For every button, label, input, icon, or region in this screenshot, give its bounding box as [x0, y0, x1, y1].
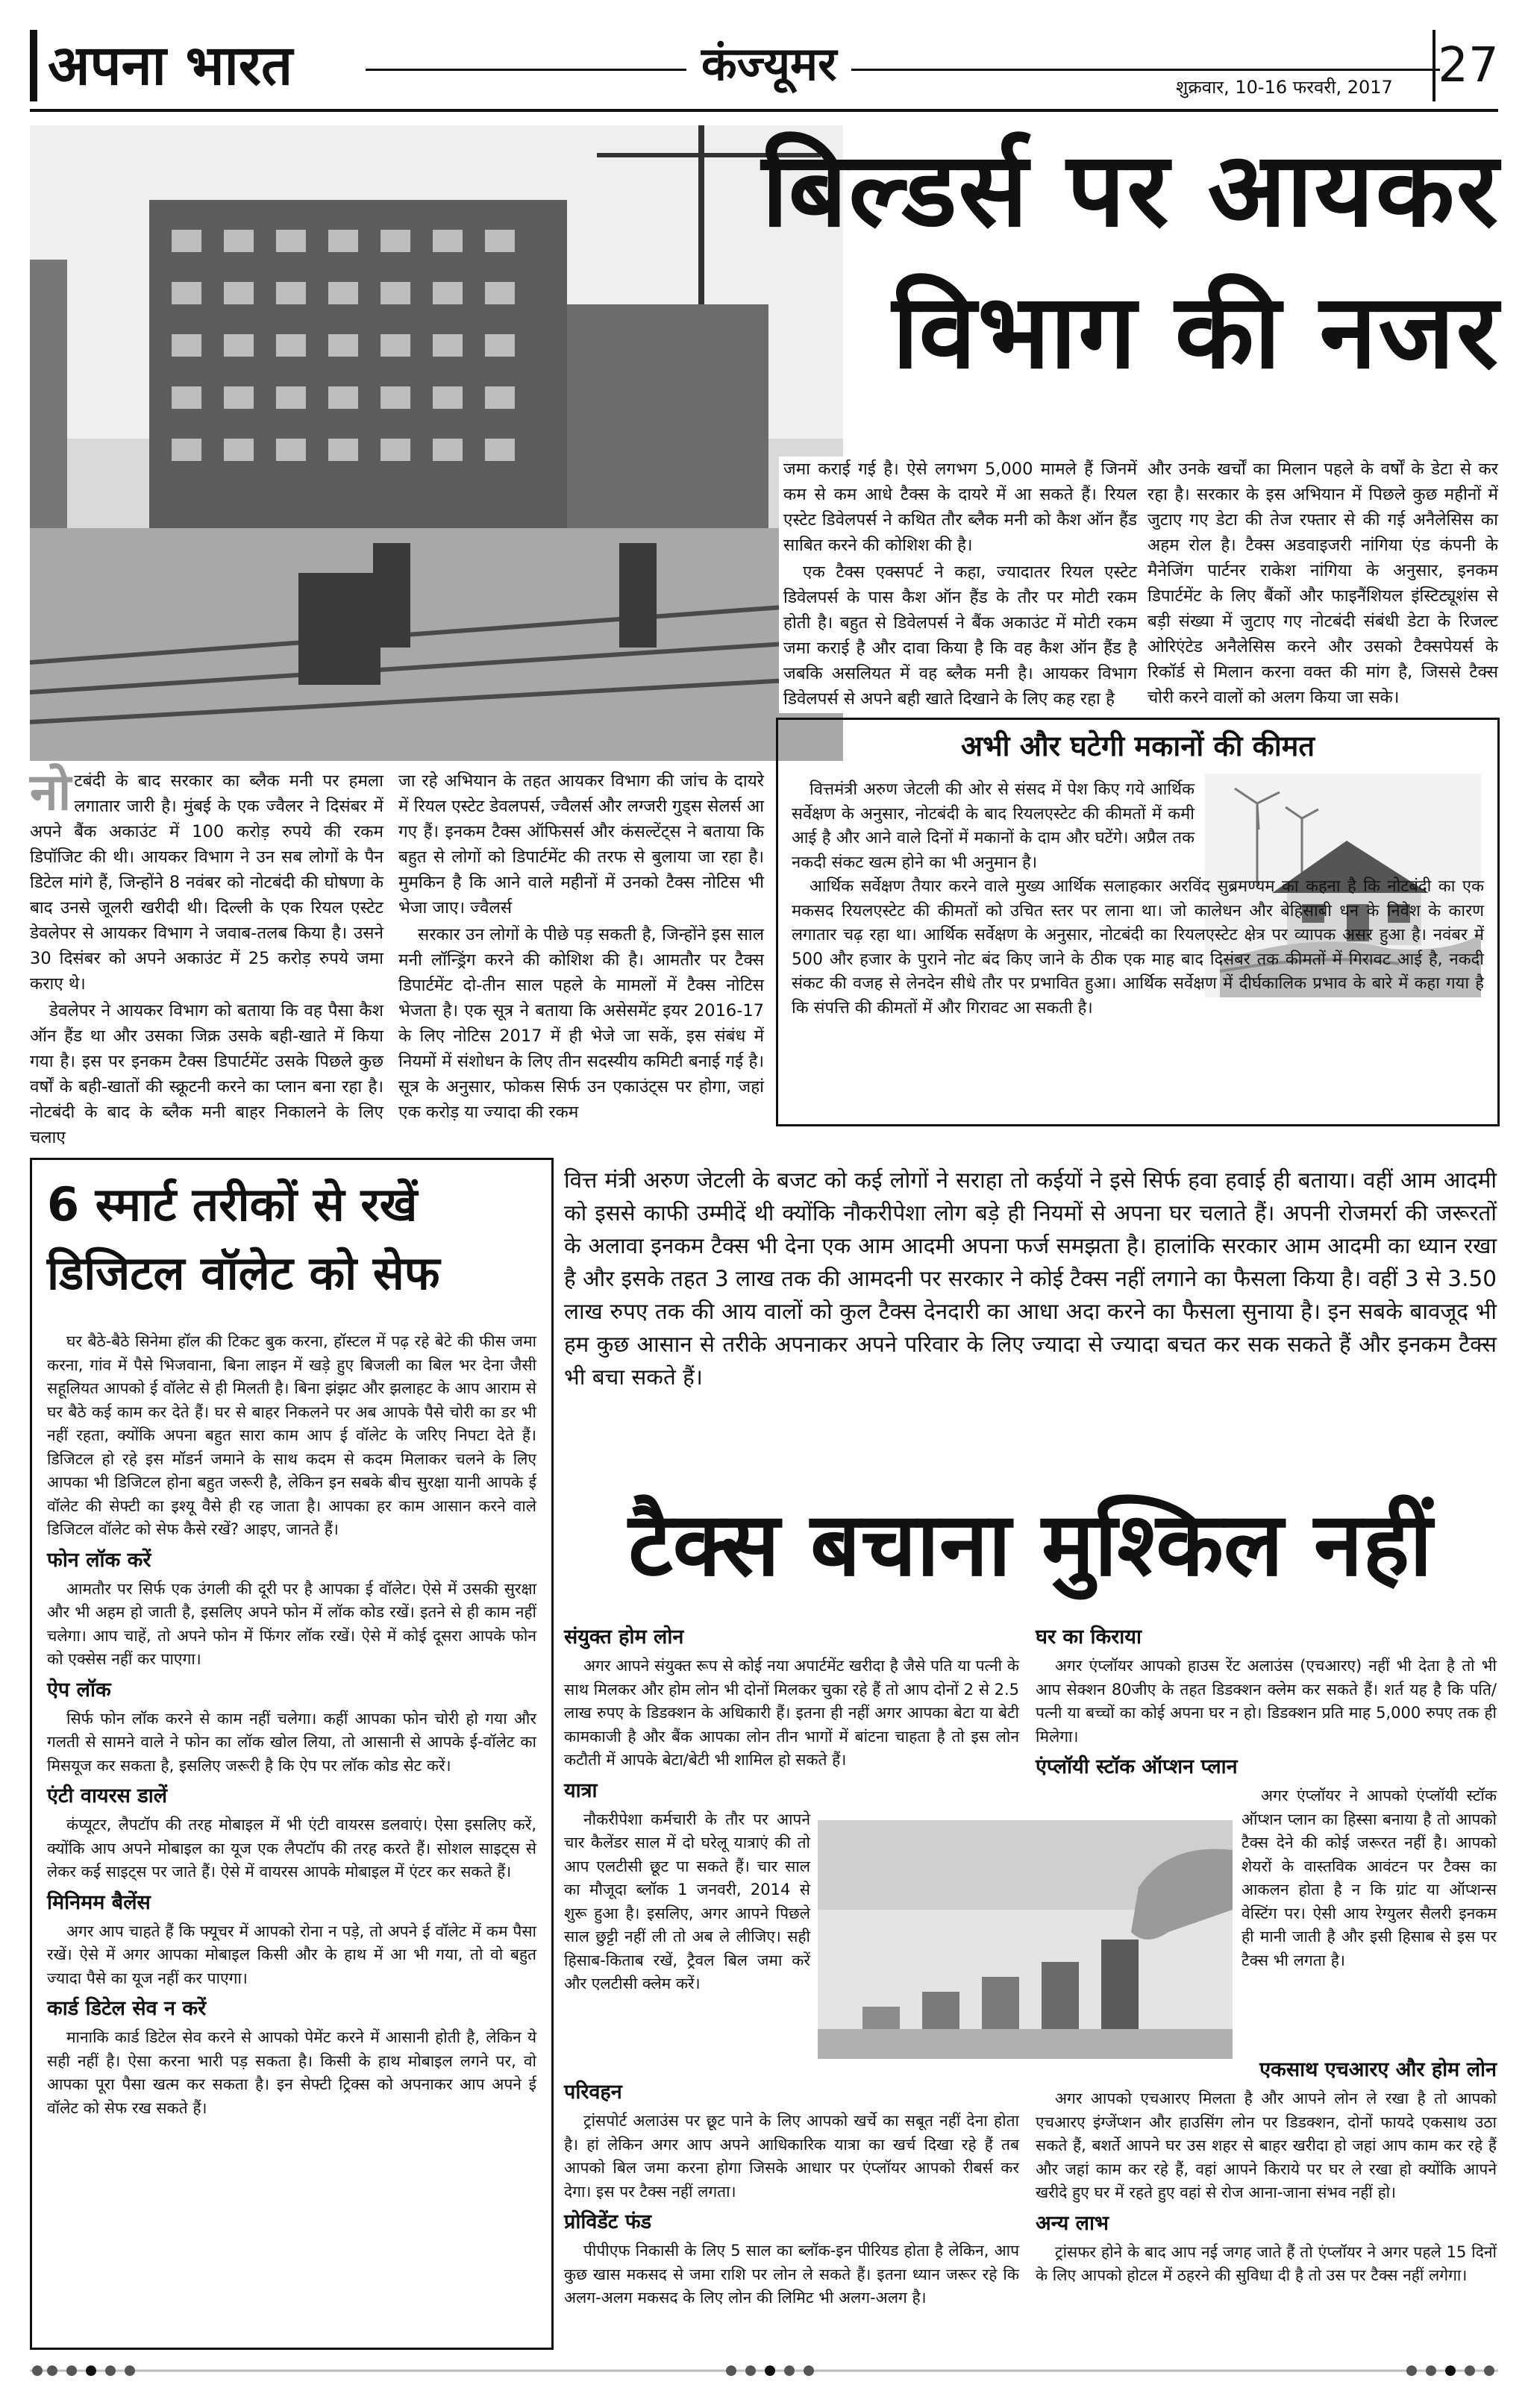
tax-text-hra-home-loan: अगर आपको एचआरए मिलता है और आपने लोन ले रखा है तो आपको एचआरए इंग्जेंप्शन और हाउसिंग लोन पर डिडक्शन, दोनों फायदे एकसाथ उठा सकते हैं, बशर्ते आपने घर उस शहर से बाहर खरीदा हो जहां आप काम कर रहे हैं और जहां काम कर रहे हैं, वहां आपने किराये पर घर ले रखा हो क्योंकि आपने खरीदे हुए घर में रहते हुए वहां से रोज आना-जाना संभव नहीं हो। [1036, 2089, 1497, 2201]
house-prices-box [776, 718, 1500, 1126]
story1-headline-line1: बिल्डर्स पर आयकर [761, 130, 1500, 250]
tax-heading-esop: एंप्लॉयी स्टॉक ऑप्शन प्लान [1036, 1755, 1238, 1778]
tax-heading-travel: यात्रा [564, 1778, 598, 1802]
story1-col2-para2: सरकार उन लोगों के पीछे पड़ सकती है, जिन्होंने इस साल मनी लॉन्ड्रिंग करने की कोशिश की है। आमतौर पर टैक्स डिपार्टमेंट दो-तीन साल पहले के मामलों में टैक्स नोटिस भेजता है। एक सूत्र ने बताया कि असेसमेंट इयर 2016-17 के लिए नोटिस 2017 में ही भेजे जा सकें, इस संबंध में नियमों में संशोधन के लिए तीन सदस्यीय कमिटी बनाई गई है। सूत्र के अनुसार, फोकस सिर्फ उन एकाउंट्स पर होगा, जहां एक करोड़ या ज्यादा की रकम [398, 925, 764, 1122]
wallet-heading-minimum-balance: मिनिमम बैलेंस [47, 1890, 151, 1914]
tax-headline: टैक्स बचाना मुश्किल नहीं [628, 1493, 1432, 1596]
masthead [30, 27, 1498, 112]
story1-col1-para2: डेवलेपर ने आयकर विभाग को बताया कि वह पैसा कैश ऑन हैंड था और उसका जिक्र उसके बही-खाते में किया गया है। इस पर इनकम टैक्स डिपार्टमेंट उसके पिछले कुछ वर्षों के बही-खातों की स्क्रूटनी करने का प्लान बना रहा है। नोटबंदी के बाद के ब्लैक मनी बाहर निकालने के लिए चलाए [30, 1001, 383, 1147]
tax-text-other-benefits: ट्रांसफर होने के बाद आप नई जगह जाते हैं तो एंप्लॉयर ने अगर पहले 15 दिनों के लिए आपको होटल में ठहरने की सुविधा दी है तो उस पर टैक्स नहीं लगेगा। [1036, 2242, 1497, 2284]
wallet-text-antivirus: कंप्यूटर, लैपटॉप की तरह मोबाइल में भी एंटी वायरस डलवाएं। ऐसा इसलिए करें, क्योंकि आप अपने मोबाइल का यूज एक लैपटॉप की तरह करते हैं। सोशल साइट्स से लेकर कई साइट्स पर जाते हैं। ऐसे में वायरस आपके मोबाइल में एंटर कर सकते हैं। [47, 1816, 536, 1881]
tax-text-house-rent: अगर एंप्लॉयर आपको हाउस रेंट अलाउंस (एचआरए) नहीं भी देता है तो भी आप सेक्शन 80जीए के तहत डिडक्शन क्लेम कर सकते हैं। शर्त यह है कि पति/पत्नी या बच्चों का कोई अपना घर न हो। डिडक्शन प्रति माह 5,000 रुपए तक ही मिलेगा। [1036, 1657, 1497, 1746]
tax-right-column [1036, 1619, 1497, 1974]
wallet-heading-antivirus: एंटी वायरस डालें [47, 1784, 168, 1807]
header-rule [366, 69, 1440, 71]
story1-headline [642, 119, 1500, 403]
page-number: 27 [1432, 30, 1501, 101]
wallet-text-minimum-balance: अगर आप चाहते हैं कि फ्यूचर में आपको रोना न पड़े, तो अपने ई वॉलेट में कम पैसा रखें। ऐसे में अगर आपका मोबाइल किसी और के हाथ में आ भी गया, तो वो बहुत ज्यादा पैसे का यूज नहीं कर पाएगा। [47, 1922, 536, 1987]
tax-intro: वित्त मंत्री अरुण जेटली के बजट को कई लोगों ने सराहा तो कईयों ने इसे सिर्फ हवा हवाई ही बताया। वहीं आम आदमी को इससे काफी उम्मीदें थी क्योंकि नौकरीपेशा लोग बड़े ही नियमों से अपना घर चलाते हैं। अपनी रोजमर्रा की जरूरतों के अलावा इनकम टैक्स भी देना एक आम आदमी अपना फर्ज समझता है। हालांकि सरकार आम आदमी का ध्यान रखा है और इसके तहत 3 लाख तक की आमदनी पर सरकार ने कोई टैक्स नहीं लगाने का फैसला किया है। वहीं 3 से 3.50 लाख रुपए तक की आय वालों को कुल टैक्स देनदारी का आधा अदा करने का फैसला सुनाया है। इन सबके बावजूद भी हम कुछ आसान से तरीके अपनाकर अपने परिवार के लिए ज्यादा से ज्यादा बचत कर सक सकते हैं और इनकम टैक्स भी बचा सकते हैं। [564, 1167, 1497, 1390]
footer-rule [30, 2365, 1498, 2377]
tax-text-transport: ट्रांसपोर्ट अलाउंस पर छूट पाने के लिए आपको खर्चे का सबूत नहीं देना होता है। हां लेकिन अगर आप अपने आधिकारिक यात्रा का खर्च दिखा रहे हैं तब आपको बिल जमा करना होगा जिसके आधार पर एंप्लॉयर आपको रीबर्स कर देगा। इस पर टैक्स नहीं लगता। [564, 2112, 1019, 2201]
section-name: कंज्यूमर [686, 27, 851, 101]
story1-col3-para1: जमा कराई गई है। ऐसे लगभग 5,000 मामले हैं जिनमें कम से कम आधे टैक्स के दायरे में आ सकते हैं। रियल एस्टेट डिवेलपर्स ने कथित तौर ब्लैक मनी को कैश ऑन हैंड साबित करने की कोशिश की है। [783, 460, 1137, 555]
footer-dots [30, 2365, 1498, 2377]
story1-column-4 [1147, 457, 1498, 712]
drop-cap: नो [30, 763, 72, 822]
wallet-box [30, 1158, 554, 2350]
issue-date: शुक्रवार, 10-16 फरवरी, 2017 [1171, 75, 1397, 100]
house-prices-text [792, 778, 1484, 1020]
tax-heading-other-benefits: अन्य लाभ [1036, 2211, 1109, 2235]
house-prices-title: अभी और घटेगी मकानों की कीमत [960, 730, 1315, 762]
tax-heading-hra-home-loan: एकसाथ एचआरए और होम लोन [1259, 2058, 1497, 2081]
wallet-text-phone-lock: आमतौर पर सिर्फ एक उंगली की दूरी पर है आपका ई वॉलेट। ऐसे में उसकी सुरक्षा और भी अहम हो जाती है, इसलिए अपने फोन में लॉक कोड रखें। इतने से ही काम नहीं चलेगा। आप चाहें, तो अपने फोन में फिंगर लॉक रखें। ऐसे में कोई दूसरा आपके फोन को एक्सेस नहीं कर पाएगा। [47, 1579, 536, 1668]
paper-name: अपना भारत [30, 30, 376, 101]
story1-col3-para2: एक टैक्स एक्सपर्ट ने कहा, ज्यादातर रियल एस्टेट डिवेलपर्स के पास कैश ऑन हैंड के तौर पर मोटी रकम होती है। बहुत से डिवेलपर्स ने बैंक अकाउंट में मोटी रकम जमा कराई है और दावा किया है कि वह कैश ऑन हैंड है जबकि असलियत में वह ब्लैक मनी है। आयकर विभाग डिवेलपर्स से अपने बही खाते दिखाने के लिए कह रहा है [783, 562, 1137, 709]
story1-headline-line2: विभाग की नजर [892, 272, 1500, 392]
wallet-text-app-lock: सिर्फ फोन लॉक करने से काम नहीं चलेगा। कहीं आपका फोन चोरी हो गया और गलती से सामने वाले ने फोन का लॉक खोल लिया, तो आसानी से आपके ई-वॉलेट का मिसयूज कर सकता है, इसलिए जरूरी है कि ऐप पर लॉक कोड सेट करें। [47, 1709, 536, 1775]
house-prices-para1: वित्तमंत्री अरुण जेटली की ओर से संसद में पेश किए गये आर्थिक सर्वेक्षण के अनुसार, नोटबंदी के बाद रियलएस्टेट की कीमतों में कमी आई है और आने वाले दिनों में मकानों के दाम और घटेंगे। अप्रैल तक नकदी संकट खत्म होने का भी अनुमान है। [792, 780, 1194, 872]
tax-text-travel: नौकरीपेशा कर्मचारी के तौर पर आपने चार कैलेंडर साल में दो घरेलू यात्राएं की तो आप एलटीसी छूट पा सकते हैं। चार साल का मौजूदा ब्लॉक 1 जनवरी, 2014 से शुरू हुआ है। इसलिए, अगर आपने पिछले साल छुट्टी नहीं ली तो अब ले लीजिए। सही हिसाब-किताब रखें, ट्रैवल बिल जमा करें और एलटीसी क्लेम करें। [564, 1810, 810, 1992]
wallet-heading-card-details: कार्ड डिटेल सेव न करें [47, 1997, 207, 2020]
wallet-headline-line2: डिजिटल वॉलेट को सेफ [47, 1246, 440, 1300]
wallet-headline-line1: 6 स्मार्ट तरीकों से रखें [47, 1177, 418, 1232]
wallet-intro: घर बैठे-बैठे सिनेमा हॉल की टिकट बुक करना, हॉस्टल में पढ़ रहे बेटे की फीस जमा करना, गांव में पैसे भिजवाना, बिना लाइन में खड़े हुए बिजली का बिल भर देना जैसी सहूलियत आपको ई वॉलेट से ही मिलती है। बिना झंझट और झलाहट के आप आराम से घर बैठे कई काम कर देते हैं। घर से बाहर निकलने पर अब आपके पैसे चोरी का डर भी नहीं रहता, क्योंकि अपना बहुत सारा काम आप ई वॉलेट के जरिए निपटा देते हैं। डिजिटल हो रहे इस मॉडर्न जमाने के साथ कदम से कदम मिलाकर चलने के लिए आपका भी डिजिटल होना बहुत जरूरी है, लेकिन इन सबके बीच सुरक्षा यानी आपके ई वॉलेट की सेफ्टी का इश्यू वैसे ही रह जाता है। आपका हर काम आसान करने वाले डिजिटल वॉलेट को सेफ कैसे रखें? आइए, जानते हैं। [47, 1332, 536, 1538]
house-prices-para2: आर्थिक सर्वेक्षण तैयार करने वाले मुख्य आर्थिक सलाहकार अरविंद सुब्रमण्यम का कहना है कि नोटबंदी का एक मकसद रियलएस्टेट की कीमतों को उचित स्तर पर लाना था। जो कालेधन और बेहिसाबी धन के निवेश के कारण लगातार चढ़ रहा था। आर्थिक सर्वेक्षण के अनुसार, नोटबंदी का रियलएस्टेट क्षेत्र पर व्यापक असर हुआ है। नवंबर में 500 और हजार के पुराने नोट बंद किए जाने के ठीक एक माह बाद दिसंबर तक कीमतों में गिरावट आई है, नकदी संकट की वजह से लेनदेन सीधे तौर पर प्रभावित हुआ। आर्थिक सर्वेक्षण में दीर्घकालिक प्रभाव के बारे में कहा गया है कि संपत्ति की कीमतों में और गिरावट आ सकती है। [792, 877, 1484, 1018]
wallet-text-card-details: मानाकि कार्ड डिटेल सेव करने से आपको पेमेंट करने में आसानी होती है, लेकिन ये सही नहीं है। ऐसा करना भारी पड़ सकता है। किसी के हाथ मोबाइल लगने पर, वो आपका पूरा पैसा खत्म कर सकता है। इन सेफ्टी ट्रिक्स को अपनाकर आप अपने ई वॉलेट को सेफ रख सकते हैं। [47, 2028, 536, 2117]
tax-heading-provident-fund: प्रोविडेंट फंड [564, 2210, 652, 2233]
story1-col1-para1: नोटबंदी के बाद सरकार का ब्लैक मनी पर हमला लगातार जारी है। मुंबई के एक ज्वैलर ने दिसंबर में अपने बैंक अकाउंट में 100 करोड़ रुपये की रकम डिपॉजिट की थी। आयकर विभाग ने उन सब लोगों के पैन डिटेल मांगे हैं, जिन्होंने 8 नवंबर को नोटबंदी की घोषणा के बाद उनसे जूलरी खरीदी थी। दिल्ली के एक रियल एस्टेट डेवलेपर से आयकर विभाग ने जवाब-तलब किया है। उसने 30 दिसंबर को अपने अकाउंट में 25 करोड़ रुपये जमा कराए थे। [30, 763, 383, 994]
wallet-body [47, 1330, 536, 2122]
tax-heading-transport: परिवहन [564, 2081, 622, 2104]
wallet-heading-app-lock: ऐप लॉक [47, 1678, 111, 1702]
tax-text-joint-home-loan: अगर आपने संयुक्त रूप से कोई नया अपार्टमेंट खरीदा है जैसे पति या पत्नी के साथ मिलकर और होम लोन भी दोनों मिलकर चुका रहे हैं तो आप दोनों 2 से 2.5 लाख रुपए के डिडक्शन के अधिकारी हैं। इतना ही नहीं अगर आपका बेटा या बेटी कामकाजी है और बैंक आपका लोन तीन भागों में बांटना चाहता है तो इस लोन कटौती में आपके बेटा/बेटी भी शामिल हो सकते हैं। [564, 1657, 1019, 1769]
wallet-heading-phone-lock: फोन लॉक करें [47, 1548, 151, 1572]
tax-text-provident-fund: पीपीएफ निकासी के लिए 5 साल का ब्लॉक-इन पीरियड होता है लेकिन, आप कुछ खास मकसद से जमा राशि पर लोन ले सकते हैं। इतना ध्यान जरूर रहे कि अलग-अलग मकसद के लिए लोन की लिमिट भी अलग-अलग है। [564, 2242, 1019, 2307]
story1-column-2 [398, 768, 764, 1126]
tax-right-column-lower [1036, 2051, 1497, 2289]
story1-column-1 [30, 763, 383, 1152]
tax-left-column-lower [564, 2074, 1019, 2312]
story1-column-3 [779, 457, 1137, 713]
story1-col2-para1: जा रहे अभियान के तहत आयकर विभाग की जांच के दायरे में रियल एस्टेट डेवलपर्स, ज्वैलर्स और लग्जरी गुड्स सेलर्स आ गए हैं। इनकम टैक्स ऑफिसर्स और कंसल्टेंट्स ने बताया कि बहुत से लोगों को डिपार्टमेंट की तरफ से बुलाया जा रहा है। मुमकिन है कि आने वाले महीनों में उनको टैक्स नोटिस भी भेजा जाए। ज्वैलर्स [398, 771, 764, 918]
wallet-headline [47, 1170, 539, 1308]
tax-text-esop: अगर एंप्लॉयर ने आपको एंप्लॉयी स्टॉक ऑप्शन प्लान का हिस्सा बनाया है तो आपको टैक्स देने की कोई जरूरत नहीं है। आपको शेयरों के वास्तविक आवंटन पर टैक्स का आकलन होता है न कि ग्रांट या ऑप्शन्स वेस्टिंग पर। ऐसी आय रेग्युलर सैलरी इनकम ही मानी जाती है और इसी हिसाब से इस पर टैक्स भी लगता है। [1242, 1787, 1497, 1969]
tax-heading-house-rent: घर का किराया [1036, 1625, 1142, 1649]
tax-heading-joint-home-loan: संयुक्त होम लोन [564, 1625, 684, 1649]
story1-col4-para1: और उनके खर्चों का मिलान पहले के वर्षों के डेटा से कर रहा है। सरकार के इस अभियान में पिछले कुछ महीनों में जुटाए गए डेटा की तेज रफ्तार से की गई अनैलेसिस का अहम रोल है। टैक्स अडवाइजरी नांगिया एंड कंपनी के मैनेजिंग पार्टनर राकेश नांगिया के अनुसार, इनकम डिपार्टमेंट के लिए बैंकों और फाइनैंशियल इंस्टिट्यूशंस से बड़ी संख्या में जुटाए गए नोटबंदी संबंधी डेटा के रिजल्ट ओरिएंटेड अनैलेसिस करने और उसको टैक्सपेयर्स के रिकॉर्ड से मिलान करना वक्त की मांग है, जिससे टैक्स चोरी करने वालों को अलग किया जा सके। [1147, 460, 1498, 707]
